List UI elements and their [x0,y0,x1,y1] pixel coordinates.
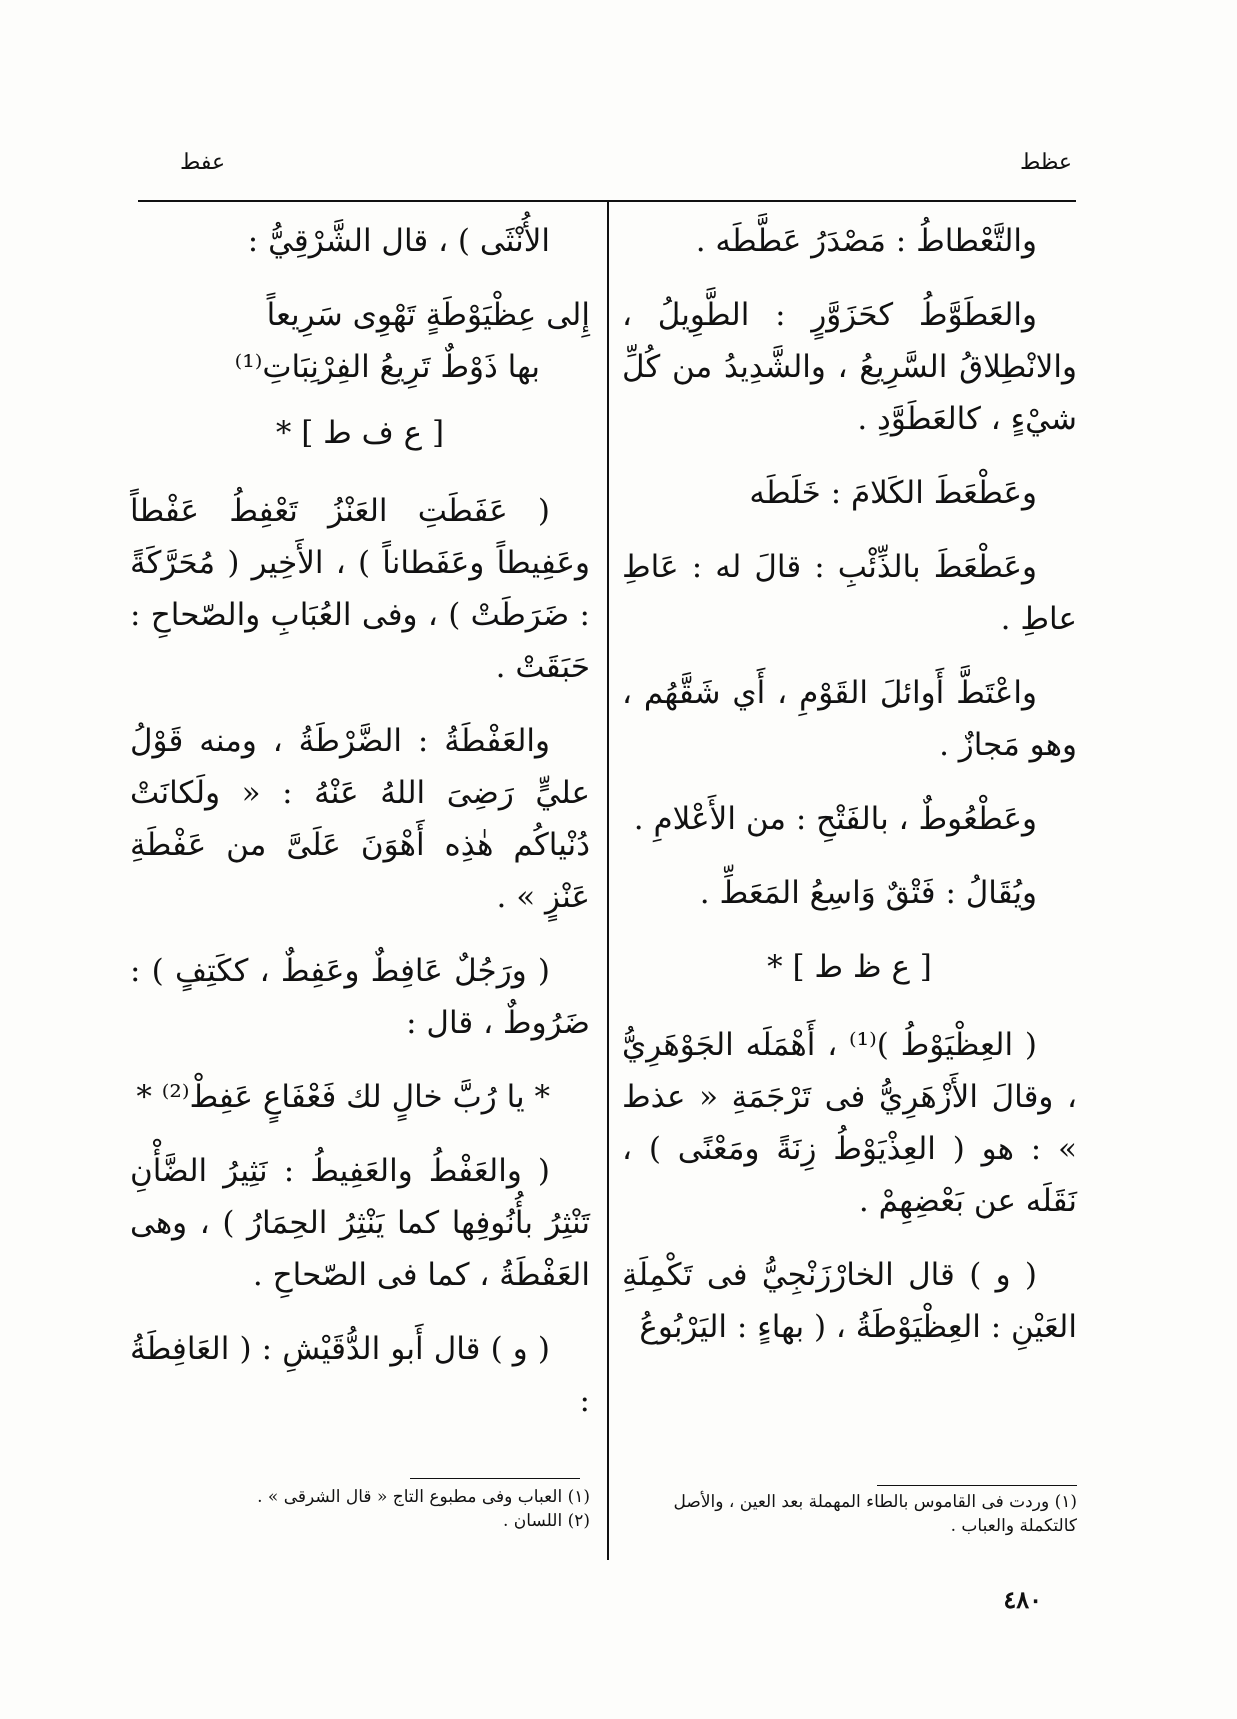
footnote: (٢) اللسان . [503,1511,590,1531]
paragraph: واعْتَطَّ أَوائلَ القَوْمِ ، أَي شَقَّهُم ، وهو مَجازٌ . [622,675,1077,763]
paragraph: ( عَفَطَتِ العَنْزُ تَعْفِطُ عَفْطاً وعَفِيطاً وعَفَطاناً ) ، الأَخِير ( مُحَرَّكَةً : ضَرَطَتْ ) ، وفى العُبَابِ والصّحاحِ : حَبَقَتْ . [130,493,590,685]
paragraph: الأُنْثَى ) ، قال الشَّرْقِيُّ : [247,223,550,259]
paragraph: والتَّعْطاطُ : مَصْدَرُ عَطَّطَه . [695,223,1037,259]
paragraph: ويُقَالُ : فَتْقٌ وَاسِعُ المَعَطِّ . [699,875,1037,911]
paragraph: ( و ) قال الخارْزَنْجِيُّ فى تَكْمِلَةِ العَيْنِ : العِظْيَوْطَةُ ، ( بهاءٍ : اليَرْبُوعُ [622,1257,1077,1345]
paragraph: وعَطْعَطَ بالذِّئْبِ : قالَ له : عَاطِ عاطِ . [622,549,1077,637]
footnote-rule [877,1485,1077,1486]
verse-line: بها ذَوْطٌ تَرِيعُ الفِرْنِبَاتِ⁽¹⁾ [234,349,540,385]
verse-line: إِلى عِظْيَوْطَةٍ تَهْوِى سَرِيعاً [266,297,590,333]
running-header-right: عظط [1019,150,1072,175]
footnotes-right [617,1490,1077,1538]
paragraph: ( والعَفْطُ والعَفِيطُ : نَثِيرُ الضَّأْنِ تَنْثِرُ بأُنُوفِها كما يَنْثِرُ الحِمَارُ ) ، وهى العَفْطَةُ ، كما فى الصّحاحِ . [130,1153,590,1293]
right-column [622,215,1077,1375]
paragraph: ( ورَجُلٌ عَافِطٌ وعَفِطٌ ، ككَتِفٍ ) : ضَرُوطٌ ، قال : [130,953,590,1041]
page-number: ٤٨٠ [1003,1585,1042,1614]
verse [130,289,590,393]
paragraph: وعَطْعُوطٌ ، بالفَتْحِ : من الأَعْلامِ . [633,801,1037,837]
paragraph: ( و ) قال أَبو الدُّقَيْشِ : ( العَافِطَةُ : [130,1331,590,1419]
paragraph: والعَفْطَةُ : الضَّرْطَةُ ، ومنه قَوْلُ عليٍّ رَضِىَ اللهُ عَنْهُ : « ولَكانَتْ دُنْياكُم هٰذِه أَهْوَنَ عَلَىَّ من عَفْطَةِ عَنْزٍ » . [130,723,590,915]
running-header-left: عفط [180,150,226,175]
footnotes-left [130,1485,590,1533]
verse: * يا رُبَّ خالٍ لك فَعْفَاعٍ عَفِطْ⁽²⁾ * [136,1079,550,1115]
entry-heading: [ ع ف ط ] * [275,415,445,451]
entry-heading: [ ع ظ ط ] * [767,949,932,985]
paragraph: والعَطَوَّطُ كحَزَوَّرٍ : الطَّوِيلُ ، والانْطِلاقُ السَّرِيعُ ، والشَّدِيدُ من كُلِّ شيْءٍ ، كالعَطَوَّدِ . [622,297,1077,437]
paragraph: ( العِظْيَوْطُ )⁽¹⁾ ، أَهْمَلَه الجَوْهَرِيُّ ، وقالَ الأَزْهَرِيُّ فى تَرْجَمَةِ « عذط » : هو ( العِذْيَوْطُ زِنَةً ومَعْنًى ) ، نَقَلَه عن بَعْضِهِمْ . [622,1027,1077,1219]
footnote: (١) وردت فى القاموس بالطاء المهملة بعد العين ، والأصل كالتكملة والعباب . [673,1492,1077,1536]
footnote-rule [410,1478,580,1479]
left-column [130,215,590,1449]
column-divider [607,200,609,1560]
footnote: (١) العباب وفى مطبوع التاج « قال الشرقى » . [257,1487,590,1507]
paragraph: وعَطْعَطَ الكَلامَ : خَلَطَه [749,475,1037,511]
